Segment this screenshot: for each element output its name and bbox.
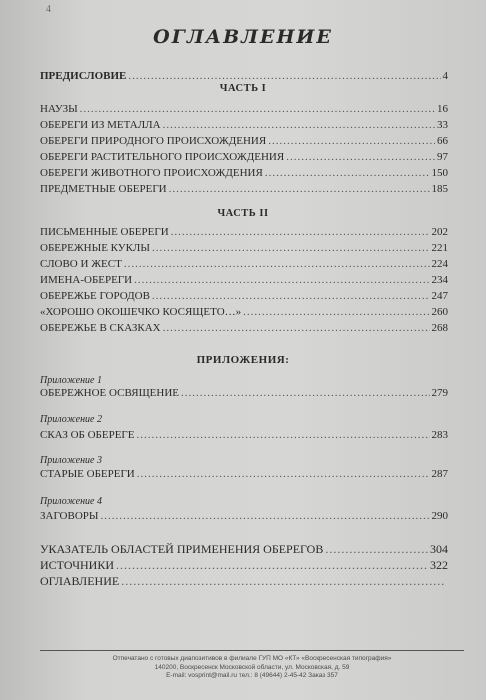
toc-entry-label: ОБЕРЕГИ РАСТИТЕЛЬНОГО ПРОИСХОЖДЕНИЯ <box>40 151 285 163</box>
toc-entry-page: 268 <box>431 322 448 334</box>
leader-dots <box>286 151 435 163</box>
leader-dots <box>116 559 428 571</box>
toc-entry-page: 202 <box>431 226 448 238</box>
leader-dots <box>152 290 430 302</box>
toc-entry-page: 97 <box>437 151 448 163</box>
imprint-line: E-mail: vosprint@mail.ru тел.: 8 (49644) 2-45-42 Заказ 357 <box>166 672 338 679</box>
page-title: ОГЛАВЛЕНИЕ <box>153 26 333 48</box>
leader-dots <box>152 242 430 254</box>
toc-entry-label: ПИСЬМЕННЫЕ ОБЕРЕГИ <box>40 226 169 238</box>
toc-entry-page: 322 <box>430 558 448 572</box>
toc-entry-label: ИСТОЧНИКИ <box>40 558 115 572</box>
leader-dots <box>169 183 430 195</box>
leader-dots <box>121 575 446 587</box>
leader-dots <box>325 543 428 555</box>
toc-entry-label: СКАЗ ОБ ОБЕРЕГЕ <box>40 429 135 441</box>
toc-entry-page: 247 <box>431 290 448 302</box>
toc-entry-page: 279 <box>431 387 448 399</box>
imprint-line: 140200, Воскресенск Московской области, ул. Московская, д. 59 <box>154 663 350 671</box>
toc-entry-page: 185 <box>431 183 448 195</box>
leader-dots <box>265 167 430 179</box>
toc-appendix-4 <box>40 510 448 522</box>
toc-entry-page: 4 <box>442 70 448 82</box>
toc-entry-label: ОБЕРЕЖНОЕ ОСВЯЩЕНИЕ <box>40 387 179 399</box>
toc-entry <box>40 258 448 270</box>
leader-dots <box>80 103 435 115</box>
toc-entry <box>40 322 448 334</box>
toc-entry-label: ОБЕРЕЖЬЕ ГОРОДОВ <box>40 290 150 302</box>
toc-entry <box>40 274 448 286</box>
toc-entry-label: ОБЕРЕГИ ИЗ МЕТАЛЛА <box>40 119 161 131</box>
toc-entry <box>40 290 448 302</box>
toc-entry <box>40 183 448 195</box>
toc-entry <box>40 135 448 147</box>
toc-entry-page: 33 <box>437 119 448 131</box>
toc-entry-page: 234 <box>431 274 448 286</box>
leader-dots <box>134 274 429 286</box>
appendix-caption: Приложение 3 <box>40 455 102 466</box>
toc-entry-label: УКАЗАТЕЛЬ ОБЛАСТЕЙ ПРИМЕНЕНИЯ ОБЕРЕГОВ <box>40 542 324 556</box>
toc-appendix-1 <box>40 387 448 399</box>
toc-entry-label: СЛОВО И ЖЕСТ <box>40 258 122 270</box>
leader-dots <box>163 119 435 131</box>
toc-entry <box>40 242 448 254</box>
toc-closing <box>40 543 448 587</box>
leader-dots <box>100 510 429 522</box>
toc-entry-page: 260 <box>431 306 448 318</box>
toc-entry-page: 150 <box>431 167 448 179</box>
appendix-caption: Приложение 2 <box>40 414 102 425</box>
leader-dots <box>243 306 429 318</box>
toc-entry-page: 304 <box>430 542 448 556</box>
toc-entry-label: ОБЕРЕГИ ПРИРОДНОГО ПРОИСХОЖДЕНИЯ <box>40 135 267 147</box>
leader-dots <box>128 70 440 82</box>
toc-entry-label: ПРЕДИСЛОВИЕ <box>40 70 127 82</box>
toc-entry-page: 287 <box>431 468 448 480</box>
toc-entry <box>40 167 448 179</box>
toc-entry <box>40 387 448 399</box>
toc-entry <box>40 226 448 238</box>
toc-preface <box>40 70 448 82</box>
toc-entry <box>40 429 448 441</box>
toc-entry-page: 16 <box>437 103 448 115</box>
imprint-footer <box>40 650 464 681</box>
leader-dots <box>137 468 430 480</box>
leader-dots <box>137 429 430 441</box>
page-number: 4 <box>46 4 51 15</box>
toc-entry-label: ОГЛАВЛЕНИЕ <box>40 574 120 588</box>
toc-entry-page: 224 <box>431 258 448 270</box>
toc-entry <box>40 103 448 115</box>
toc-entry-page: 290 <box>431 510 448 522</box>
leader-dots <box>181 387 430 399</box>
appendix-caption: Приложение 4 <box>40 496 102 507</box>
toc-entry <box>40 70 448 82</box>
toc-entry-page: 283 <box>431 429 448 441</box>
leader-dots <box>124 258 430 270</box>
toc-entry <box>40 559 448 571</box>
part-2-heading: ЧАСТЬ II <box>217 208 269 219</box>
part-1-heading: ЧАСТЬ I <box>219 83 267 94</box>
toc-appendix-2 <box>40 429 448 441</box>
toc-entry-label: ОБЕРЕЖЬЕ В СКАЗКАХ <box>40 322 161 334</box>
appendix-caption: Приложение 1 <box>40 375 102 386</box>
toc-entry-page: 66 <box>437 135 448 147</box>
leader-dots <box>268 135 435 147</box>
leader-dots <box>163 322 430 334</box>
toc-entry <box>40 468 448 480</box>
appendices-heading: ПРИЛОЖЕНИЯ: <box>196 354 290 366</box>
toc-entry-label: ПРЕДМЕТНЫЕ ОБЕРЕГИ <box>40 183 167 195</box>
leader-dots <box>171 226 430 238</box>
toc-entry-label: ИМЕНА-ОБЕРЕГИ <box>40 274 133 286</box>
toc-part-2 <box>40 226 448 334</box>
toc-entry <box>40 575 448 587</box>
toc-entry-label: НАУЗЫ <box>40 103 78 115</box>
imprint-line: Отпечатано с готовых диапозитивов в филиале ГУП МО «КТ» «Воскресенская типография» <box>112 655 392 662</box>
toc-entry-label: ЗАГОВОРЫ <box>40 510 99 522</box>
toc-entry <box>40 543 448 555</box>
toc-entry <box>40 119 448 131</box>
toc-part-1 <box>40 103 448 195</box>
toc-entry <box>40 306 448 318</box>
toc-entry-page: 221 <box>431 242 448 254</box>
toc-entry-label: ОБЕРЕЖНЫЕ КУКЛЫ <box>40 242 150 254</box>
toc-entry-label: ОБЕРЕГИ ЖИВОТНОГО ПРОИСХОЖДЕНИЯ <box>40 167 263 179</box>
toc-entry <box>40 151 448 163</box>
toc-entry <box>40 510 448 522</box>
toc-entry-label: «ХОРОШО ОКОШЕЧКО КОСЯЩЕТО…» <box>40 306 242 318</box>
toc-entry-label: СТАРЫЕ ОБЕРЕГИ <box>40 468 135 480</box>
toc-appendix-3 <box>40 468 448 480</box>
